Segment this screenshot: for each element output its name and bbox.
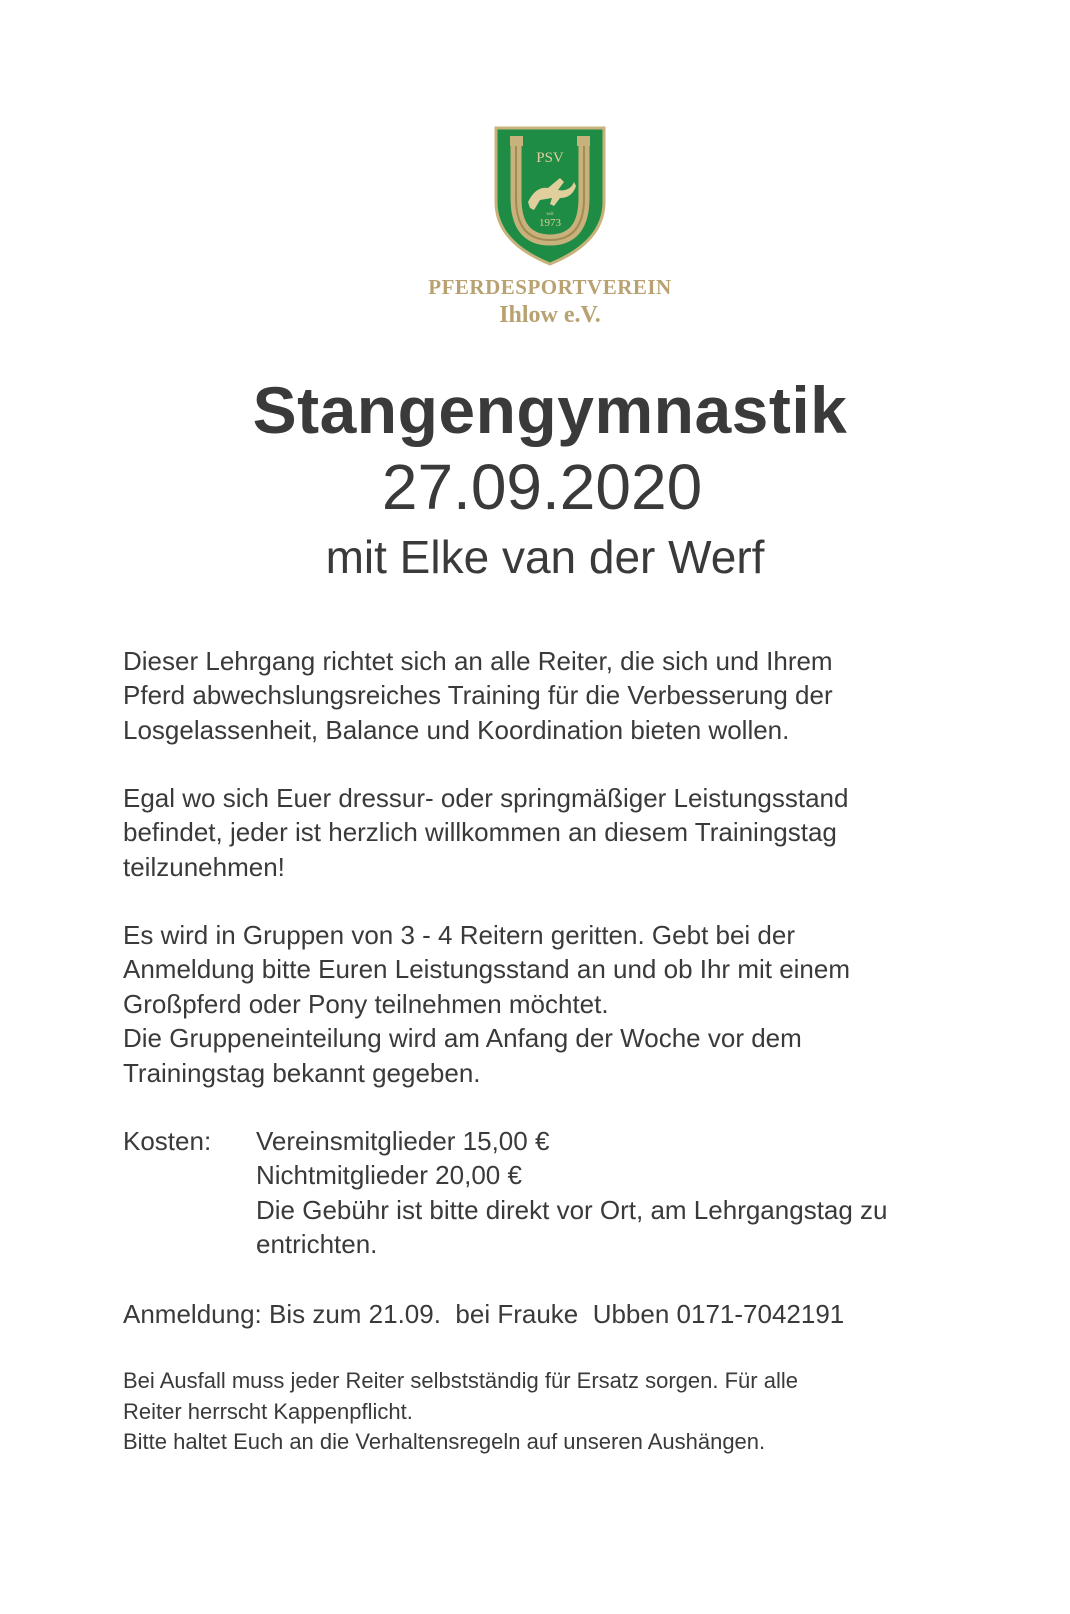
- costs-line: entrichten.: [256, 1229, 378, 1260]
- note-line: Bei Ausfall muss jeder Reiter selbstständig für Ersatz sorgen. Für alle: [123, 1368, 798, 1393]
- event-instructor: mit Elke van der Werf: [325, 531, 765, 583]
- notes-section: [123, 1366, 798, 1458]
- paragraph-line: Losgelassenheit, Balance und Koordination bieten wollen.: [123, 714, 790, 745]
- costs-line: Vereinsmitglieder 15,00 €: [256, 1126, 550, 1156]
- paragraph-line: Pferd abwechslungsreiches Training für die Verbesserung der: [123, 680, 833, 711]
- registration-info: Anmeldung: Bis zum 21.09. bei Frauke Ubben 0171-7042191: [123, 1299, 845, 1329]
- paragraph-welcome: [123, 781, 1003, 884]
- svg-text:PSV: PSV: [536, 150, 564, 166]
- paragraph-groups: [123, 918, 1003, 1090]
- paragraph-line: teilzunehmen!: [123, 851, 285, 882]
- paragraph-line: Es wird in Gruppen von 3 - 4 Reitern geritten. Gebt bei der: [123, 920, 796, 950]
- horseshoe-shield-icon: [490, 122, 610, 267]
- club-location: Ihlow e.V.: [499, 302, 601, 328]
- paragraph-line: Dieser Lehrgang richtet sich an alle Reiter, die sich und Ihrem: [123, 646, 833, 676]
- paragraph-line: befindet, jeder ist herzlich willkommen an diesem Trainingstag: [123, 817, 837, 848]
- note-line: Bitte haltet Euch an die Verhaltensregeln auf unseren Aushängen.: [123, 1429, 766, 1454]
- costs-label: Kosten:: [123, 1126, 212, 1156]
- paragraph-intro: [123, 644, 1003, 747]
- paragraph-line: Die Gruppeneinteilung wird am Anfang der Woche vor dem: [123, 1023, 802, 1054]
- costs-line: Nichtmitglieder 20,00 €: [256, 1160, 522, 1191]
- svg-text:1973: 1973: [539, 217, 561, 229]
- svg-text:seit: seit: [546, 212, 554, 217]
- paragraph-line: Trainingstag bekannt gegeben.: [123, 1057, 481, 1088]
- paragraph-line: Anmeldung bitte Euren Leistungsstand an und ob Ihr mit einem: [123, 954, 851, 985]
- note-line: Reiter herrscht Kappenpflicht.: [123, 1398, 413, 1424]
- club-name: PFERDESPORTVEREIN: [428, 275, 672, 299]
- costs-line: Die Gebühr ist bitte direkt vor Ort, am Lehrgangstag zu: [256, 1194, 888, 1225]
- event-title: Stangengymnastik: [252, 373, 848, 447]
- paragraph-line: Großpferd oder Pony teilnehmen möchtet.: [123, 988, 609, 1019]
- club-logo: [490, 122, 610, 267]
- event-date: 27.09.2020: [381, 451, 703, 523]
- costs-list: [256, 1124, 1016, 1262]
- paragraph-line: Egal wo sich Euer dressur- oder springmäßiger Leistungsstand: [123, 783, 849, 813]
